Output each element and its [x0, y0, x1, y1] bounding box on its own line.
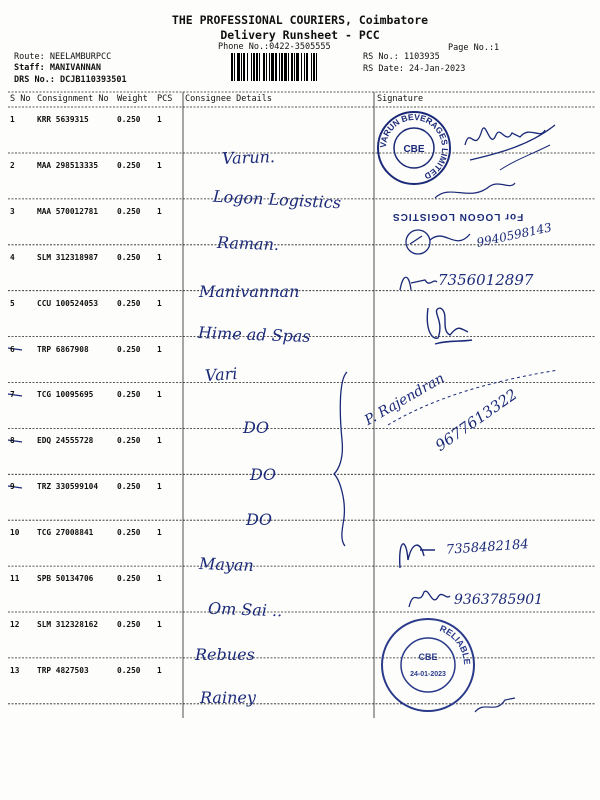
row-12-consignment: SLM 312328162 [37, 619, 99, 629]
row-9-weight: 0.250 [117, 482, 141, 492]
row-3-consignment: MAA 570012781 [37, 206, 99, 216]
consignee-handwritten-3: Raman. [216, 232, 280, 255]
row-9-sno: 9 [10, 482, 15, 492]
phone-row-4: 7356012897 [438, 271, 534, 289]
consignee-handwritten-10: Mayan [198, 554, 255, 575]
consignee-handwritten-12: Rebues [195, 645, 255, 664]
row-11-pcs: 1 [157, 574, 162, 583]
col-weight: Weight [117, 94, 148, 104]
row-4-pcs: 1 [157, 252, 162, 262]
phone-number: Phone No.:0422-3505555 [218, 42, 331, 52]
row-2-weight: 0.250 [117, 160, 141, 170]
consignee-handwritten-6: Vari [204, 363, 239, 386]
consignee-handwritten-2: Logon Logistics [212, 186, 342, 213]
row-4-consignment: SLM 312318987 [37, 252, 99, 262]
consignee-handwritten-8: DO [250, 465, 276, 484]
row-13-pcs: 1 [157, 665, 162, 675]
row-5-weight: 0.250 [117, 298, 141, 308]
row-13-weight: 0.250 [117, 665, 141, 675]
row-5-pcs: 1 [157, 298, 162, 308]
row-12-sno: 12 [10, 619, 20, 629]
row-7-sno: 7 [10, 390, 15, 400]
group-signature: P. Rajendran [362, 370, 448, 429]
phone-row-11: 9363785901 [454, 592, 544, 608]
row-8-pcs: 1 [157, 436, 162, 446]
row-8-sno: 8 [10, 436, 15, 446]
consignee-handwritten-13: Rainey [200, 688, 256, 707]
signature-1 [460, 115, 570, 175]
svg-text:CBE: CBE [418, 652, 438, 662]
svg-text:CBE: CBE [403, 144, 425, 155]
row-5-consignment: CCU 100524053 [37, 298, 99, 308]
company-name: THE PROFESSIONAL COURIERS, Coimbatore [171, 13, 429, 27]
signature-13 [470, 690, 520, 720]
phone-row-10: 7358482184 [445, 537, 530, 558]
logon-stamp: For LOGON LOGISTICS [392, 211, 524, 222]
staff: Staff: MANIVANNAN [14, 63, 101, 73]
row-12-weight: 0.250 [117, 619, 141, 629]
phone-row-3: 9940598143 [475, 220, 553, 250]
row-11-sno: 11 [10, 574, 20, 583]
consignee-handwritten-4: Manivannan [199, 282, 300, 301]
row-13-consignment: TRP 4827503 [37, 665, 89, 675]
row-10-consignment: TCG 27008841 [37, 528, 94, 538]
row-3-weight: 0.250 [117, 206, 141, 216]
row-1-consignment: KRR 5639315 [37, 115, 89, 124]
row-2-sno: 2 [10, 160, 15, 170]
consignee-handwritten-1: Varun. [221, 147, 276, 168]
row-1-sno: 1 [10, 115, 15, 124]
row-1-pcs: 1 [157, 115, 162, 124]
row-2-consignment: MAA 298513335 [37, 160, 99, 170]
svg-text:VARUN BEVERAGES LIMITED: VARUN BEVERAGES LIMITED [377, 111, 451, 182]
col-signature: Signature [377, 94, 424, 104]
drs-number: DRS No.: DCJB110393501 [14, 75, 127, 85]
row-12-pcs: 1 [157, 619, 162, 629]
row-5-sno: 5 [10, 298, 15, 308]
sheet-title: Delivery Runsheet - PCC [220, 28, 380, 42]
row-1-weight: 0.250 [117, 115, 141, 124]
row-2-pcs: 1 [157, 160, 162, 170]
consignee-handwritten-9: DO [246, 510, 272, 529]
signature-4 [395, 268, 440, 298]
row-7-weight: 0.250 [117, 390, 141, 400]
rs-number: RS No.: 1103935 [363, 52, 440, 62]
consignee-handwritten-7: DO [243, 418, 269, 437]
row-13-sno: 13 [10, 665, 20, 675]
row-10-pcs: 1 [157, 528, 162, 538]
company-stamp-2 [378, 610, 478, 724]
row-11-consignment: SPB 50134706 [37, 574, 94, 583]
col-sno: S No [10, 94, 31, 104]
row-7-consignment: TCG 10095695 [37, 390, 94, 400]
row-4-sno: 4 [10, 252, 15, 262]
row-10-weight: 0.250 [117, 528, 141, 538]
row-6-weight: 0.250 [117, 344, 141, 354]
route: Route: NEELAMBURPCC [14, 52, 112, 62]
row-11-weight: 0.250 [117, 574, 141, 583]
col-consignment: Consignment No [37, 94, 109, 104]
row-9-pcs: 1 [157, 482, 162, 492]
rs-date: RS Date: 24-Jan-2023 [363, 64, 466, 74]
page-number: Page No.:1 [448, 43, 500, 53]
row-8-weight: 0.250 [117, 436, 141, 446]
col-consignee: Consignee Details [185, 94, 272, 104]
row-9-consignment: TRZ 330599104 [37, 482, 99, 492]
row-6-pcs: 1 [157, 344, 162, 354]
svg-text:24-01-2023: 24-01-2023 [410, 671, 446, 678]
col-pcs: PCS [157, 94, 173, 104]
signature-5 [420, 300, 480, 350]
row-4-weight: 0.250 [117, 252, 141, 262]
row-8-consignment: EDQ 24555728 [37, 436, 94, 446]
row-10-sno: 10 [10, 528, 20, 538]
svg-text:RELIABLE: RELIABLE [438, 623, 473, 666]
row-3-pcs: 1 [157, 206, 162, 216]
row-6-sno: 6 [10, 344, 15, 354]
row-3-sno: 3 [10, 206, 15, 216]
signature-3 [400, 222, 480, 262]
group-phone: 9677613322 [432, 385, 521, 455]
consignee-handwritten-11: Om Sai .. [207, 598, 283, 621]
row-7-pcs: 1 [157, 390, 162, 400]
signature-10 [390, 530, 445, 575]
consignee-handwritten-5: Hime ad Spas [197, 323, 311, 346]
signature-2 [430, 178, 520, 208]
row-6-consignment: TRP 6867908 [37, 344, 89, 354]
